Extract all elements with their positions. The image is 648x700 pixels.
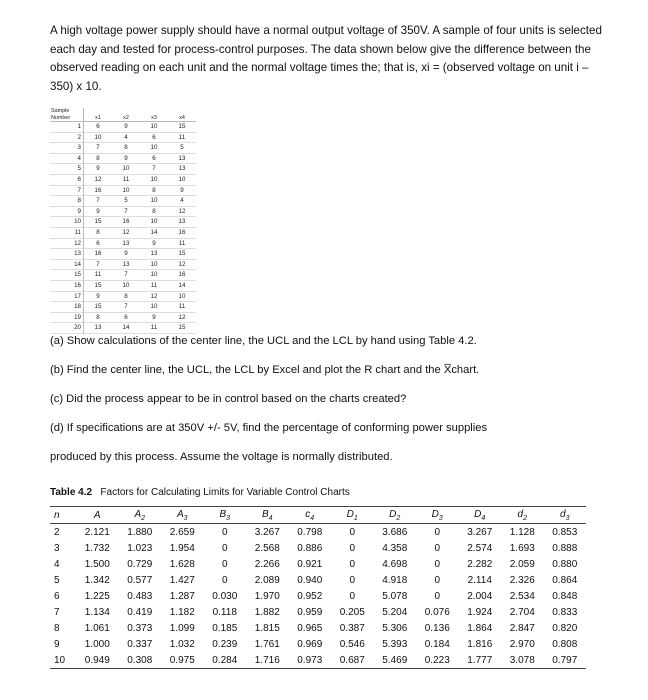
factors-header-cell: $D_4$: [474, 508, 486, 522]
sample-value-cell: 16: [122, 218, 130, 226]
factors-value-cell: 0.118: [212, 606, 237, 618]
header-x1: x1: [95, 114, 101, 121]
sample-value-cell: 12: [122, 228, 130, 236]
factors-header-cell: $B_4$: [261, 508, 273, 522]
factors-value-cell: 0.577: [127, 574, 153, 586]
factors-value-cell: 2.574: [467, 542, 493, 554]
factors-value-cell: 0.853: [552, 526, 578, 538]
factors-value-cell: 0.387: [339, 622, 365, 634]
factors-table-label: Table 4.2: [50, 487, 93, 498]
factors-value-cell: 4.358: [382, 542, 408, 554]
factors-table-title: [50, 487, 350, 498]
factors-n-cell: 10: [54, 654, 66, 666]
sample-value-cell: 8: [152, 186, 156, 194]
header-x3: x3: [151, 114, 157, 121]
factors-value-cell: 2.659: [169, 526, 195, 538]
factors-value-cell: 0.729: [127, 558, 153, 570]
sample-value-cell: 16: [178, 271, 186, 279]
sample-data-table: [50, 108, 196, 334]
factors-value-cell: 0.973: [297, 654, 323, 666]
factors-value-cell: 3.078: [509, 654, 535, 666]
sample-value-cell: 13: [94, 324, 102, 332]
sample-value-cell: 10: [150, 144, 158, 152]
factors-value-cell: 1.954: [169, 542, 195, 554]
question-c: (c) Did the process appear to be in control based on the charts created?: [50, 393, 407, 405]
sample-value-cell: 10: [122, 165, 130, 173]
sample-value-cell: 4: [180, 197, 184, 205]
sample-row: [50, 270, 196, 281]
sample-value-cell: 8: [124, 292, 128, 300]
sample-data-header-row: [50, 108, 196, 122]
factors-value-cell: 0.284: [212, 654, 238, 666]
sample-value-cell: 9: [124, 250, 128, 258]
sample-value-cell: 9: [96, 165, 100, 173]
question-b: (b) Find the center line, the UCL, the LCL by Excel and plot the R chart and the X̅chart.: [50, 364, 480, 376]
sample-value-cell: 4: [124, 133, 128, 141]
factors-value-cell: 0.030: [212, 590, 238, 602]
factors-value-cell: 1.225: [84, 590, 110, 602]
sample-number-cell: 16: [50, 280, 84, 291]
factors-value-cell: 1.693: [509, 542, 535, 554]
factors-value-cell: 0.223: [424, 654, 450, 666]
factors-value-cell: 0.969: [297, 638, 323, 650]
factors-header-cell: $B_3$: [219, 508, 231, 522]
question-d: (d) If specifications are at 350V +/- 5V, find the percentage of conforming power supplies: [50, 422, 488, 434]
factors-n-cell: 7: [54, 606, 60, 618]
factors-value-cell: 2.847: [509, 622, 535, 634]
factors-header-cell: $d_2$: [517, 508, 527, 522]
sample-value-cell: 9: [124, 123, 128, 130]
factors-row: [50, 556, 586, 572]
sample-row: [50, 174, 196, 185]
factors-value-cell: 1.880: [127, 526, 153, 538]
sample-row: [50, 206, 196, 217]
sample-value-cell: 10: [150, 197, 158, 205]
sample-value-cell: 16: [94, 186, 102, 194]
question-d-continued: produced by this process. Assume the voltage is normally distributed.: [50, 451, 393, 463]
factors-value-cell: 2.568: [254, 542, 280, 554]
factors-value-cell: 0: [434, 574, 441, 586]
factors-value-cell: 1.882: [254, 606, 280, 618]
factors-value-cell: 0.239: [212, 638, 238, 650]
factors-table: [50, 506, 586, 669]
factors-value-cell: 0.483: [127, 590, 153, 602]
sample-value-cell: 10: [150, 303, 158, 311]
factors-value-cell: 1.761: [254, 638, 280, 650]
sample-value-cell: 8: [96, 228, 100, 236]
sample-number-cell: 11: [50, 227, 84, 238]
sample-value-cell: 15: [94, 281, 102, 289]
factors-n-cell: 8: [54, 622, 60, 634]
sample-value-cell: 15: [178, 123, 186, 130]
factors-value-cell: 1.134: [84, 606, 110, 618]
factors-row: [50, 572, 586, 588]
sample-number-cell: 4: [50, 153, 84, 164]
factors-value-cell: 2.970: [509, 638, 535, 650]
sample-row: [50, 164, 196, 175]
sample-value-cell: 9: [124, 154, 128, 162]
factors-value-cell: 1.061: [84, 622, 110, 634]
sample-value-cell: 5: [180, 144, 184, 152]
factors-value-cell: 1.628: [169, 558, 195, 570]
sample-value-cell: 6: [96, 239, 100, 247]
sample-value-cell: 10: [150, 175, 158, 183]
sample-value-cell: 12: [178, 313, 186, 321]
factors-value-cell: 1.816: [467, 638, 493, 650]
factors-value-cell: 1.182: [169, 606, 195, 618]
factors-value-cell: 0.136: [424, 622, 450, 634]
factors-value-cell: 0: [221, 526, 228, 538]
factors-n-cell: 9: [54, 638, 60, 650]
sample-row: [50, 249, 196, 260]
factors-value-cell: 1.023: [127, 542, 153, 554]
sample-value-cell: 11: [122, 175, 130, 183]
sample-value-cell: 9: [152, 239, 156, 247]
sample-value-cell: 7: [96, 260, 100, 268]
sample-value-cell: 6: [152, 133, 156, 141]
sample-value-cell: 7: [124, 303, 128, 311]
sample-row: [50, 143, 196, 154]
sample-row: [50, 122, 196, 133]
factors-value-cell: 5.204: [382, 606, 408, 618]
factors-value-cell: 2.089: [254, 574, 280, 586]
sample-row: [50, 259, 196, 270]
factors-value-cell: 0.975: [169, 654, 195, 666]
sample-number-cell: 17: [50, 291, 84, 302]
factors-value-cell: 1.427: [169, 574, 195, 586]
sample-value-cell: 11: [94, 271, 102, 279]
sample-value-cell: 8: [152, 207, 156, 215]
factors-header-cell: A: [93, 509, 101, 521]
sample-value-cell: 14: [150, 228, 158, 236]
problem-intro: A high voltage power supply should have a normal output voltage of 350V. A sample of four units is selected each day and tested for process-control purposes. The data shown below give the difference between the observed reading on each unit and the normal voltage times the; that is, xi = (observed voltage on unit i – 350) x 10.: [50, 24, 602, 93]
factors-n-cell: 5: [54, 574, 60, 586]
factors-value-cell: 3.267: [467, 526, 493, 538]
factors-value-cell: 1.032: [169, 638, 195, 650]
sample-value-cell: 9: [152, 313, 156, 321]
factors-value-cell: 0: [349, 542, 356, 554]
factors-value-cell: 0: [221, 542, 228, 554]
sample-row: [50, 227, 196, 238]
factors-value-cell: 0.337: [127, 638, 153, 650]
sample-number-cell: 15: [50, 270, 84, 281]
factors-value-cell: 0.687: [339, 654, 365, 666]
sample-value-cell: 8: [96, 154, 100, 162]
sample-number-cell: 9: [50, 206, 84, 217]
factors-value-cell: 0.184: [424, 638, 450, 650]
factors-value-cell: 1.287: [169, 590, 195, 602]
sample-value-cell: 8: [96, 313, 100, 321]
sample-value-cell: 15: [94, 303, 102, 311]
sample-value-cell: 10: [178, 175, 186, 183]
factors-value-cell: 1.128: [509, 526, 535, 538]
sample-value-cell: 14: [178, 281, 186, 289]
factors-value-cell: 1.716: [254, 654, 280, 666]
sample-value-cell: 12: [178, 207, 186, 215]
sample-value-cell: 10: [150, 218, 158, 226]
sample-value-cell: 9: [96, 207, 100, 215]
factors-value-cell: 0.419: [127, 606, 153, 618]
factors-value-cell: 0: [434, 558, 441, 570]
factors-value-cell: 2.534: [509, 590, 535, 602]
factors-row: [50, 540, 586, 556]
factors-value-cell: 0.952: [297, 590, 323, 602]
sample-value-cell: 12: [178, 260, 186, 268]
factors-value-cell: 0.959: [297, 606, 323, 618]
sample-value-cell: 13: [122, 260, 130, 268]
sample-row: [50, 302, 196, 313]
factors-value-cell: 0.076: [424, 606, 450, 618]
sample-value-cell: 16: [94, 250, 102, 258]
factors-value-cell: 1.777: [467, 654, 493, 666]
sample-value-cell: 9: [180, 186, 184, 194]
sample-row: [50, 153, 196, 164]
factors-value-cell: 2.704: [509, 606, 535, 618]
sample-row: [50, 217, 196, 228]
factors-n-cell: 3: [54, 542, 60, 554]
sample-number-cell: 2: [50, 132, 84, 143]
factors-value-cell: 3.267: [254, 526, 280, 538]
factors-value-cell: 1.000: [84, 638, 110, 650]
sample-value-cell: 10: [150, 123, 158, 130]
sample-number-cell: 1: [50, 122, 84, 133]
sample-value-cell: 13: [178, 218, 186, 226]
sample-number-cell: 19: [50, 312, 84, 323]
sample-number-cell: 8: [50, 196, 84, 207]
factors-value-cell: 0: [221, 574, 228, 586]
sample-number-cell: 13: [50, 249, 84, 260]
factors-value-cell: 0.185: [212, 622, 238, 634]
factors-header-cell: $A_3$: [176, 508, 188, 522]
factors-value-cell: 0: [349, 558, 356, 570]
factors-value-cell: 0.820: [552, 622, 578, 634]
sample-value-cell: 13: [178, 154, 186, 162]
factors-value-cell: 0: [434, 590, 441, 602]
factors-header-cell: $D_2$: [389, 508, 401, 522]
factors-value-cell: 1.970: [254, 590, 280, 602]
factors-row: [50, 620, 586, 636]
factors-value-cell: 2.282: [467, 558, 493, 570]
sample-value-cell: 11: [178, 133, 186, 141]
factors-value-cell: 0.886: [297, 542, 323, 554]
factors-body: [50, 524, 586, 669]
factors-value-cell: 0.373: [127, 622, 153, 634]
factors-value-cell: 5.306: [382, 622, 408, 634]
factors-value-cell: 2.121: [84, 526, 110, 538]
factors-value-cell: 5.469: [382, 654, 408, 666]
factors-value-cell: 5.393: [382, 638, 408, 650]
sample-row: [50, 185, 196, 196]
factors-value-cell: 1.500: [84, 558, 110, 570]
factors-value-cell: 2.004: [467, 590, 493, 602]
sample-value-cell: 13: [178, 165, 186, 173]
sample-value-cell: 7: [96, 197, 100, 205]
sample-value-cell: 9: [96, 292, 100, 300]
factors-value-cell: 4.698: [382, 558, 408, 570]
factors-value-cell: 0: [434, 542, 441, 554]
factors-table-caption: Factors for Calculating Limits for Variable Control Charts: [100, 487, 350, 498]
sample-value-cell: 7: [96, 144, 100, 152]
sample-value-cell: 11: [178, 303, 186, 311]
factors-header-row: [50, 507, 586, 524]
factors-row: [50, 604, 586, 620]
factors-header-cell: $d_3$: [560, 508, 570, 522]
factors-value-cell: 1.099: [169, 622, 195, 634]
factors-row: [50, 636, 586, 652]
header-sample-number: Sample Number: [50, 108, 84, 122]
factors-value-cell: 0.888: [552, 542, 578, 554]
factors-value-cell: 0.921: [297, 558, 323, 570]
sample-number-cell: 12: [50, 238, 84, 249]
sample-value-cell: 11: [178, 239, 186, 247]
factors-value-cell: 4.918: [382, 574, 408, 586]
factors-value-cell: 0: [434, 526, 441, 538]
sample-number-cell: 14: [50, 259, 84, 270]
sample-value-cell: 10: [178, 292, 186, 300]
sample-number-cell: 3: [50, 143, 84, 154]
header-x4: x4: [179, 114, 185, 121]
factors-value-cell: 1.342: [84, 574, 110, 586]
sample-row: [50, 132, 196, 143]
sample-value-cell: 11: [150, 281, 158, 289]
sample-value-cell: 8: [124, 144, 128, 152]
sample-value-cell: 5: [124, 197, 128, 205]
factors-header-cell: $c_4$: [305, 508, 315, 522]
sample-value-cell: 6: [124, 313, 128, 321]
sample-value-cell: 15: [178, 250, 186, 258]
sample-value-cell: 16: [178, 228, 186, 236]
sample-value-cell: 7: [124, 271, 128, 279]
sample-number-cell: 18: [50, 302, 84, 313]
factors-value-cell: 0.308: [127, 654, 153, 666]
sample-row: [50, 196, 196, 207]
factors-header-cell: $D_1$: [346, 508, 358, 522]
sample-number-cell: 5: [50, 164, 84, 175]
factors-value-cell: 0.949: [84, 654, 110, 666]
sample-value-cell: 10: [150, 260, 158, 268]
factors-header-cell: $A_2$: [134, 508, 146, 522]
factors-value-cell: 0: [349, 590, 356, 602]
factors-value-cell: 0: [349, 574, 356, 586]
factors-value-cell: 2.059: [509, 558, 535, 570]
factors-value-cell: 3.686: [382, 526, 408, 538]
factors-value-cell: 1.924: [467, 606, 493, 618]
factors-value-cell: 0.880: [552, 558, 578, 570]
factors-value-cell: 0.848: [552, 590, 578, 602]
factors-n-cell: 4: [54, 558, 60, 570]
factors-value-cell: 0.797: [552, 654, 578, 666]
factors-value-cell: 0: [349, 526, 356, 538]
factors-header-cell: n: [54, 509, 60, 521]
sample-value-cell: 13: [122, 239, 130, 247]
sample-value-cell: 12: [150, 292, 158, 300]
sample-row: [50, 280, 196, 291]
factors-n-cell: 6: [54, 590, 60, 602]
sample-value-cell: 10: [150, 271, 158, 279]
sample-row: [50, 291, 196, 302]
sample-value-cell: 14: [122, 324, 130, 332]
factors-value-cell: 1.815: [254, 622, 280, 634]
header-x2: x2: [123, 114, 129, 121]
factors-value-cell: 0: [221, 558, 228, 570]
sample-value-cell: 6: [96, 123, 100, 130]
factors-value-cell: 0.205: [339, 606, 365, 618]
factors-n-cell: 2: [54, 526, 60, 538]
factors-value-cell: 0.965: [297, 622, 323, 634]
sample-row: [50, 312, 196, 323]
factors-value-cell: 0.546: [339, 638, 365, 650]
sample-value-cell: 12: [94, 175, 102, 183]
factors-value-cell: 2.114: [467, 574, 492, 586]
factors-value-cell: 1.864: [467, 622, 493, 634]
sample-value-cell: 10: [122, 186, 130, 194]
factors-value-cell: 1.732: [84, 542, 110, 554]
factors-value-cell: 0.808: [552, 638, 578, 650]
factors-value-cell: 0.864: [552, 574, 578, 586]
factors-header-cell: $D_3$: [431, 508, 443, 522]
sample-number-cell: 7: [50, 185, 84, 196]
sample-value-cell: 13: [150, 250, 158, 258]
sample-value-cell: 7: [152, 165, 156, 173]
sample-value-cell: 10: [94, 133, 102, 141]
sample-number-cell: 10: [50, 217, 84, 228]
factors-value-cell: 5.078: [382, 590, 408, 602]
sample-number-cell: 6: [50, 174, 84, 185]
factors-value-cell: 0.798: [297, 526, 323, 538]
factors-value-cell: 0.833: [552, 606, 578, 618]
factors-row: [50, 652, 586, 669]
sample-number-cell: 20: [50, 323, 84, 334]
question-a: (a) Show calculations of the center line, the UCL and the LCL by hand using Table 4.2.: [50, 335, 477, 347]
sample-data-body: [50, 122, 196, 334]
factors-row: [50, 524, 586, 541]
sample-value-cell: 15: [94, 218, 102, 226]
factors-value-cell: 2.266: [254, 558, 280, 570]
factors-row: [50, 588, 586, 604]
sample-value-cell: 6: [152, 154, 156, 162]
factors-value-cell: 2.326: [509, 574, 535, 586]
sample-value-cell: 15: [178, 324, 186, 332]
sample-value-cell: 11: [150, 324, 158, 332]
sample-value-cell: 7: [124, 207, 128, 215]
sample-value-cell: 10: [122, 281, 130, 289]
sample-row: [50, 238, 196, 249]
sample-row: [50, 323, 196, 334]
factors-value-cell: 0.940: [297, 574, 323, 586]
